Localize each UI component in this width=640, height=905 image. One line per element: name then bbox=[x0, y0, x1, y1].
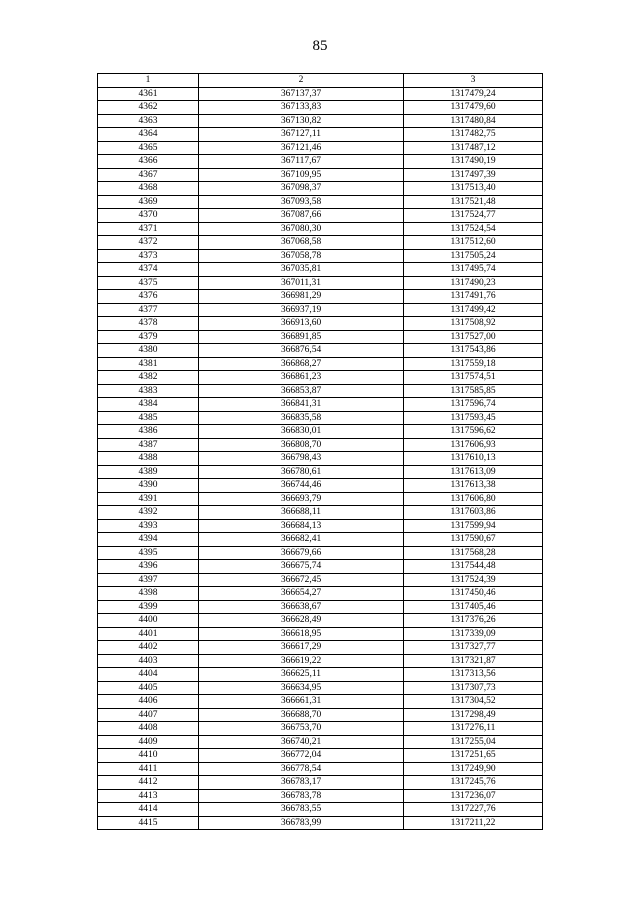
column-header-2: 2 bbox=[199, 74, 404, 88]
x-coordinate-cell: 366661,31 bbox=[199, 695, 404, 709]
table-row bbox=[98, 357, 543, 371]
x-coordinate-cell: 366783,99 bbox=[199, 816, 404, 830]
y-coordinate-cell: 1317497,39 bbox=[404, 168, 543, 182]
table-row bbox=[98, 560, 543, 574]
y-coordinate-cell: 1317593,45 bbox=[404, 411, 543, 425]
point-number-cell: 4380 bbox=[98, 344, 199, 358]
table-body bbox=[98, 87, 543, 830]
x-coordinate-cell: 367121,46 bbox=[199, 141, 404, 155]
point-number-cell: 4368 bbox=[98, 182, 199, 196]
table-row bbox=[98, 816, 543, 830]
y-coordinate-cell: 1317304,52 bbox=[404, 695, 543, 709]
point-number-cell: 4396 bbox=[98, 560, 199, 574]
point-number-cell: 4404 bbox=[98, 668, 199, 682]
x-coordinate-cell: 367087,66 bbox=[199, 209, 404, 223]
x-coordinate-cell: 366861,23 bbox=[199, 371, 404, 385]
table-row bbox=[98, 101, 543, 115]
x-coordinate-cell: 366841,31 bbox=[199, 398, 404, 412]
table-row bbox=[98, 330, 543, 344]
x-coordinate-cell: 366780,61 bbox=[199, 465, 404, 479]
table-row bbox=[98, 425, 543, 439]
x-coordinate-cell: 366853,87 bbox=[199, 384, 404, 398]
x-coordinate-cell: 366672,45 bbox=[199, 573, 404, 587]
x-coordinate-cell: 367058,78 bbox=[199, 249, 404, 263]
table-row bbox=[98, 114, 543, 128]
column-header-3: 3 bbox=[404, 74, 543, 88]
x-coordinate-cell: 367098,37 bbox=[199, 182, 404, 196]
y-coordinate-cell: 1317524,77 bbox=[404, 209, 543, 223]
y-coordinate-cell: 1317603,86 bbox=[404, 506, 543, 520]
table-row bbox=[98, 573, 543, 587]
point-number-cell: 4387 bbox=[98, 438, 199, 452]
x-coordinate-cell: 366688,11 bbox=[199, 506, 404, 520]
x-coordinate-cell: 366682,41 bbox=[199, 533, 404, 547]
table-row bbox=[98, 182, 543, 196]
point-number-cell: 4414 bbox=[98, 803, 199, 817]
point-number-cell: 4361 bbox=[98, 87, 199, 101]
point-number-cell: 4399 bbox=[98, 600, 199, 614]
table-row bbox=[98, 627, 543, 641]
x-coordinate-cell: 367127,11 bbox=[199, 128, 404, 142]
y-coordinate-cell: 1317568,28 bbox=[404, 546, 543, 560]
table-row bbox=[98, 87, 543, 101]
table-row bbox=[98, 668, 543, 682]
y-coordinate-cell: 1317249,90 bbox=[404, 762, 543, 776]
x-coordinate-cell: 366618,95 bbox=[199, 627, 404, 641]
point-number-cell: 4382 bbox=[98, 371, 199, 385]
table-row bbox=[98, 789, 543, 803]
table-row bbox=[98, 452, 543, 466]
table-row bbox=[98, 654, 543, 668]
page-number: 85 bbox=[312, 38, 328, 54]
point-number-cell: 4377 bbox=[98, 303, 199, 317]
table-row bbox=[98, 749, 543, 763]
y-coordinate-cell: 1317590,67 bbox=[404, 533, 543, 547]
y-coordinate-cell: 1317505,24 bbox=[404, 249, 543, 263]
y-coordinate-cell: 1317307,73 bbox=[404, 681, 543, 695]
x-coordinate-cell: 366783,78 bbox=[199, 789, 404, 803]
x-coordinate-cell: 366617,29 bbox=[199, 641, 404, 655]
x-coordinate-cell: 366868,27 bbox=[199, 357, 404, 371]
y-coordinate-cell: 1317245,76 bbox=[404, 776, 543, 790]
y-coordinate-cell: 1317313,56 bbox=[404, 668, 543, 682]
table-row bbox=[98, 465, 543, 479]
x-coordinate-cell: 366638,67 bbox=[199, 600, 404, 614]
y-coordinate-cell: 1317512,60 bbox=[404, 236, 543, 250]
y-coordinate-cell: 1317559,18 bbox=[404, 357, 543, 371]
table-row bbox=[98, 411, 543, 425]
table-row bbox=[98, 276, 543, 290]
x-coordinate-cell: 366778,54 bbox=[199, 762, 404, 776]
point-number-cell: 4393 bbox=[98, 519, 199, 533]
y-coordinate-cell: 1317255,04 bbox=[404, 735, 543, 749]
table-row bbox=[98, 249, 543, 263]
x-coordinate-cell: 366830,01 bbox=[199, 425, 404, 439]
point-number-cell: 4383 bbox=[98, 384, 199, 398]
table-row bbox=[98, 735, 543, 749]
y-coordinate-cell: 1317513,40 bbox=[404, 182, 543, 196]
y-coordinate-cell: 1317339,09 bbox=[404, 627, 543, 641]
table-row bbox=[98, 303, 543, 317]
x-coordinate-cell: 366808,70 bbox=[199, 438, 404, 452]
table-row bbox=[98, 236, 543, 250]
y-coordinate-cell: 1317508,92 bbox=[404, 317, 543, 331]
x-coordinate-cell: 366772,04 bbox=[199, 749, 404, 763]
y-coordinate-cell: 1317606,93 bbox=[404, 438, 543, 452]
y-coordinate-cell: 1317606,80 bbox=[404, 492, 543, 506]
table-header-row bbox=[98, 74, 543, 88]
x-coordinate-cell: 367080,30 bbox=[199, 222, 404, 236]
x-coordinate-cell: 366625,11 bbox=[199, 668, 404, 682]
x-coordinate-cell: 367068,58 bbox=[199, 236, 404, 250]
point-number-cell: 4389 bbox=[98, 465, 199, 479]
point-number-cell: 4409 bbox=[98, 735, 199, 749]
y-coordinate-cell: 1317499,42 bbox=[404, 303, 543, 317]
x-coordinate-cell: 366679,66 bbox=[199, 546, 404, 560]
y-coordinate-cell: 1317544,48 bbox=[404, 560, 543, 574]
x-coordinate-cell: 366744,46 bbox=[199, 479, 404, 493]
y-coordinate-cell: 1317596,74 bbox=[404, 398, 543, 412]
x-coordinate-cell: 366693,79 bbox=[199, 492, 404, 506]
y-coordinate-cell: 1317543,86 bbox=[404, 344, 543, 358]
point-number-cell: 4384 bbox=[98, 398, 199, 412]
y-coordinate-cell: 1317376,26 bbox=[404, 614, 543, 628]
table-row bbox=[98, 290, 543, 304]
y-coordinate-cell: 1317524,54 bbox=[404, 222, 543, 236]
column-header-1: 1 bbox=[98, 74, 199, 88]
point-number-cell: 4379 bbox=[98, 330, 199, 344]
x-coordinate-cell: 366783,55 bbox=[199, 803, 404, 817]
point-number-cell: 4405 bbox=[98, 681, 199, 695]
point-number-cell: 4397 bbox=[98, 573, 199, 587]
point-number-cell: 4398 bbox=[98, 587, 199, 601]
point-number-cell: 4378 bbox=[98, 317, 199, 331]
table-row bbox=[98, 641, 543, 655]
table-row bbox=[98, 317, 543, 331]
y-coordinate-cell: 1317479,24 bbox=[404, 87, 543, 101]
x-coordinate-cell: 366913,60 bbox=[199, 317, 404, 331]
y-coordinate-cell: 1317487,12 bbox=[404, 141, 543, 155]
point-number-cell: 4365 bbox=[98, 141, 199, 155]
y-coordinate-cell: 1317495,74 bbox=[404, 263, 543, 277]
x-coordinate-cell: 366740,21 bbox=[199, 735, 404, 749]
point-number-cell: 4394 bbox=[98, 533, 199, 547]
x-coordinate-cell: 366798,43 bbox=[199, 452, 404, 466]
table-row bbox=[98, 344, 543, 358]
x-coordinate-cell: 366628,49 bbox=[199, 614, 404, 628]
table-row bbox=[98, 722, 543, 736]
y-coordinate-cell: 1317236,07 bbox=[404, 789, 543, 803]
point-number-cell: 4415 bbox=[98, 816, 199, 830]
x-coordinate-cell: 366981,29 bbox=[199, 290, 404, 304]
point-number-cell: 4402 bbox=[98, 641, 199, 655]
table-row bbox=[98, 519, 543, 533]
table-row bbox=[98, 195, 543, 209]
point-number-cell: 4370 bbox=[98, 209, 199, 223]
table-row bbox=[98, 438, 543, 452]
point-number-cell: 4367 bbox=[98, 168, 199, 182]
point-number-cell: 4392 bbox=[98, 506, 199, 520]
y-coordinate-cell: 1317524,39 bbox=[404, 573, 543, 587]
table-row bbox=[98, 708, 543, 722]
y-coordinate-cell: 1317482,75 bbox=[404, 128, 543, 142]
table-row bbox=[98, 546, 543, 560]
y-coordinate-cell: 1317227,76 bbox=[404, 803, 543, 817]
y-coordinate-cell: 1317574,51 bbox=[404, 371, 543, 385]
x-coordinate-cell: 367117,67 bbox=[199, 155, 404, 169]
y-coordinate-cell: 1317321,87 bbox=[404, 654, 543, 668]
table-row bbox=[98, 776, 543, 790]
x-coordinate-cell: 366876,54 bbox=[199, 344, 404, 358]
point-number-cell: 4413 bbox=[98, 789, 199, 803]
x-coordinate-cell: 366684,13 bbox=[199, 519, 404, 533]
y-coordinate-cell: 1317298,49 bbox=[404, 708, 543, 722]
point-number-cell: 4366 bbox=[98, 155, 199, 169]
table-row bbox=[98, 155, 543, 169]
table-row bbox=[98, 762, 543, 776]
x-coordinate-cell: 367093,58 bbox=[199, 195, 404, 209]
point-number-cell: 4411 bbox=[98, 762, 199, 776]
point-number-cell: 4408 bbox=[98, 722, 199, 736]
table-row bbox=[98, 614, 543, 628]
x-coordinate-cell: 367133,83 bbox=[199, 101, 404, 115]
point-number-cell: 4391 bbox=[98, 492, 199, 506]
table-row bbox=[98, 681, 543, 695]
x-coordinate-cell: 366783,17 bbox=[199, 776, 404, 790]
y-coordinate-cell: 1317276,11 bbox=[404, 722, 543, 736]
y-coordinate-cell: 1317613,09 bbox=[404, 465, 543, 479]
table-row bbox=[98, 209, 543, 223]
x-coordinate-cell: 366891,85 bbox=[199, 330, 404, 344]
point-number-cell: 4385 bbox=[98, 411, 199, 425]
point-number-cell: 4381 bbox=[98, 357, 199, 371]
point-number-cell: 4363 bbox=[98, 114, 199, 128]
point-number-cell: 4401 bbox=[98, 627, 199, 641]
point-number-cell: 4400 bbox=[98, 614, 199, 628]
point-number-cell: 4374 bbox=[98, 263, 199, 277]
table-row bbox=[98, 384, 543, 398]
x-coordinate-cell: 366619,22 bbox=[199, 654, 404, 668]
y-coordinate-cell: 1317599,94 bbox=[404, 519, 543, 533]
table-row bbox=[98, 533, 543, 547]
x-coordinate-cell: 366634,95 bbox=[199, 681, 404, 695]
y-coordinate-cell: 1317480,84 bbox=[404, 114, 543, 128]
y-coordinate-cell: 1317405,46 bbox=[404, 600, 543, 614]
x-coordinate-cell: 366654,27 bbox=[199, 587, 404, 601]
y-coordinate-cell: 1317610,13 bbox=[404, 452, 543, 466]
table-row bbox=[98, 222, 543, 236]
point-number-cell: 4388 bbox=[98, 452, 199, 466]
point-number-cell: 4375 bbox=[98, 276, 199, 290]
y-coordinate-cell: 1317613,38 bbox=[404, 479, 543, 493]
point-number-cell: 4386 bbox=[98, 425, 199, 439]
point-number-cell: 4390 bbox=[98, 479, 199, 493]
table-row bbox=[98, 492, 543, 506]
coordinates-table bbox=[97, 73, 543, 830]
point-number-cell: 4412 bbox=[98, 776, 199, 790]
x-coordinate-cell: 367130,82 bbox=[199, 114, 404, 128]
point-number-cell: 4362 bbox=[98, 101, 199, 115]
y-coordinate-cell: 1317527,00 bbox=[404, 330, 543, 344]
x-coordinate-cell: 367011,31 bbox=[199, 276, 404, 290]
table-row bbox=[98, 263, 543, 277]
x-coordinate-cell: 366675,74 bbox=[199, 560, 404, 574]
point-number-cell: 4406 bbox=[98, 695, 199, 709]
y-coordinate-cell: 1317211,22 bbox=[404, 816, 543, 830]
point-number-cell: 4364 bbox=[98, 128, 199, 142]
table-row bbox=[98, 695, 543, 709]
table-row bbox=[98, 371, 543, 385]
point-number-cell: 4369 bbox=[98, 195, 199, 209]
y-coordinate-cell: 1317491,76 bbox=[404, 290, 543, 304]
table-row bbox=[98, 506, 543, 520]
y-coordinate-cell: 1317490,19 bbox=[404, 155, 543, 169]
point-number-cell: 4371 bbox=[98, 222, 199, 236]
y-coordinate-cell: 1317450,46 bbox=[404, 587, 543, 601]
table-row bbox=[98, 479, 543, 493]
x-coordinate-cell: 366753,70 bbox=[199, 722, 404, 736]
table-row bbox=[98, 803, 543, 817]
point-number-cell: 4376 bbox=[98, 290, 199, 304]
point-number-cell: 4373 bbox=[98, 249, 199, 263]
table-row bbox=[98, 587, 543, 601]
table-row bbox=[98, 141, 543, 155]
x-coordinate-cell: 367109,95 bbox=[199, 168, 404, 182]
y-coordinate-cell: 1317596,62 bbox=[404, 425, 543, 439]
y-coordinate-cell: 1317521,48 bbox=[404, 195, 543, 209]
point-number-cell: 4407 bbox=[98, 708, 199, 722]
x-coordinate-cell: 366937,19 bbox=[199, 303, 404, 317]
y-coordinate-cell: 1317585,85 bbox=[404, 384, 543, 398]
x-coordinate-cell: 366835,58 bbox=[199, 411, 404, 425]
point-number-cell: 4403 bbox=[98, 654, 199, 668]
x-coordinate-cell: 366688,70 bbox=[199, 708, 404, 722]
x-coordinate-cell: 367035,81 bbox=[199, 263, 404, 277]
y-coordinate-cell: 1317251,65 bbox=[404, 749, 543, 763]
table-row bbox=[98, 168, 543, 182]
point-number-cell: 4395 bbox=[98, 546, 199, 560]
table-row bbox=[98, 128, 543, 142]
y-coordinate-cell: 1317490,23 bbox=[404, 276, 543, 290]
table-row bbox=[98, 398, 543, 412]
y-coordinate-cell: 1317327,77 bbox=[404, 641, 543, 655]
point-number-cell: 4410 bbox=[98, 749, 199, 763]
x-coordinate-cell: 367137,37 bbox=[199, 87, 404, 101]
point-number-cell: 4372 bbox=[98, 236, 199, 250]
table-row bbox=[98, 600, 543, 614]
y-coordinate-cell: 1317479,60 bbox=[404, 101, 543, 115]
